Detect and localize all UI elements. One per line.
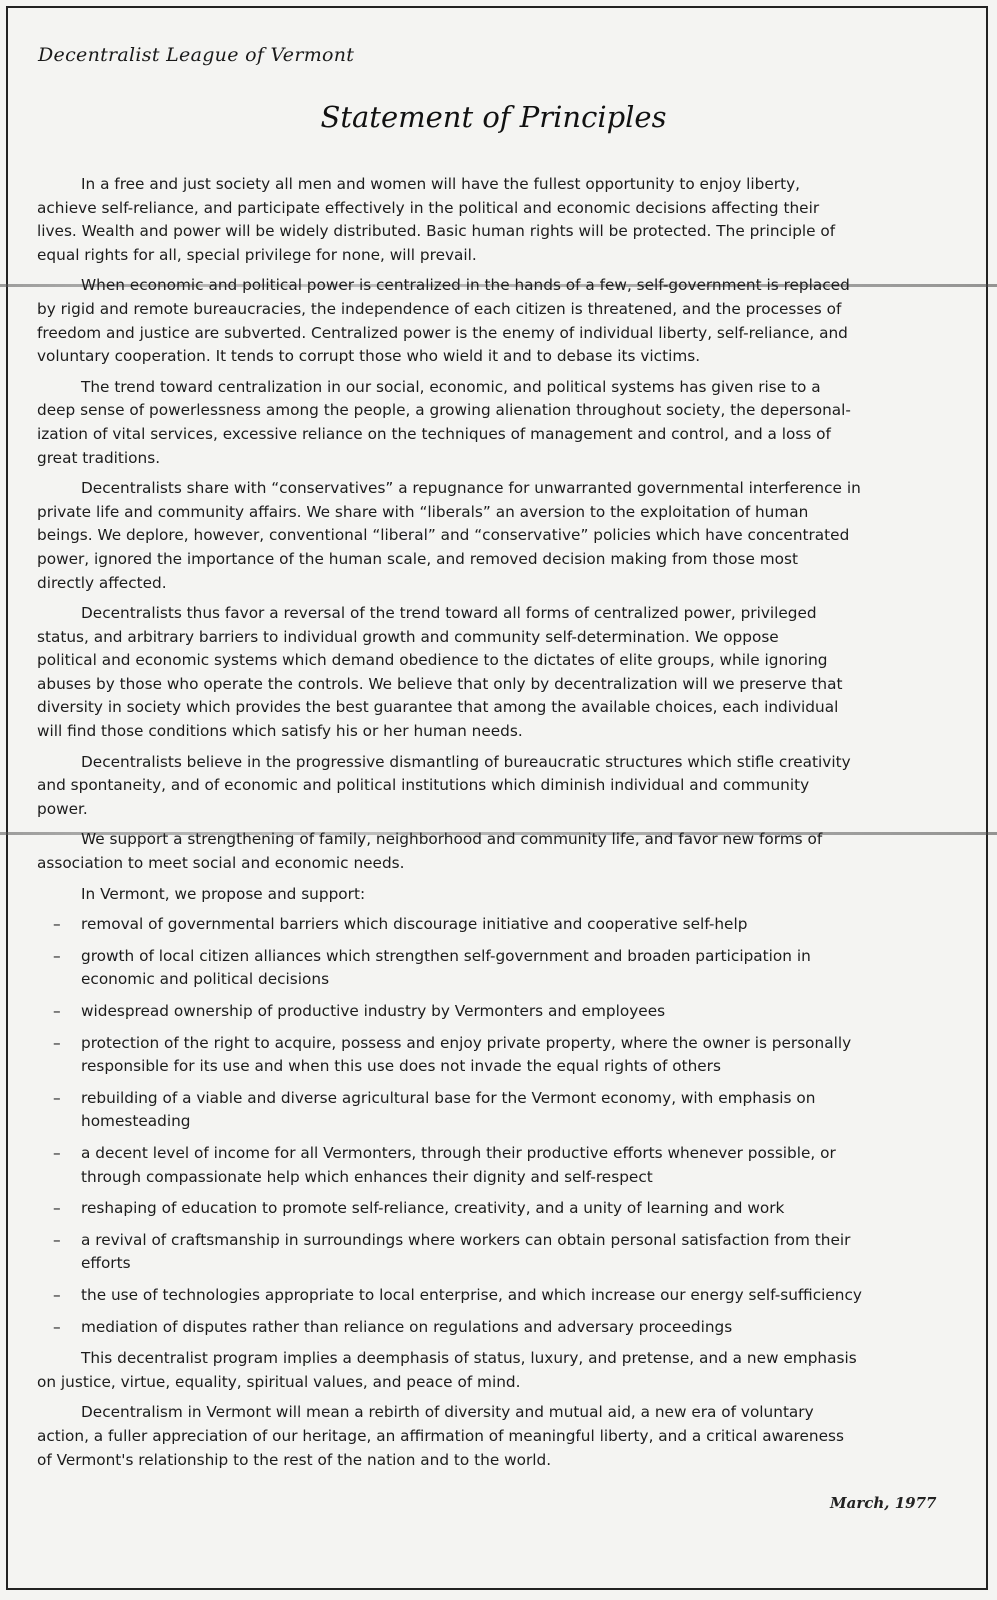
text-line: homesteading [81,1112,191,1131]
text-line: rebuilding of a viable and diverse agricultural base for the Vermont economy, with emphasis on [81,1088,816,1107]
text-line: on justice, virtue, equality, spiritual values, and peace of mind. [37,1372,521,1391]
list-dash: – [53,1033,61,1052]
text-line: power. [37,799,88,818]
text-line: a decent level of income for all Vermonters, through their productive efforts whenever possible, or [81,1143,836,1162]
text-line: freedom and justice are subverted. Centralized power is the enemy of individual liberty, self-reliance, and [37,323,848,342]
text-line: protection of the right to acquire, possess and enjoy private property, where the owner is personally [81,1033,852,1052]
list-item [37,1316,977,1340]
list-item [37,1284,977,1308]
text-line: abuses by those who operate the controls. We believe that only by decentralization will we preserve that [37,674,843,693]
document-date: March, 1977 [830,1494,937,1512]
text-line: widespread ownership of productive industry by Vermonters and employees [81,1002,666,1020]
list-item [37,1142,977,1189]
text-line: growth of local citizen alliances which strengthen self-government and broaden participation in [81,946,811,965]
text-line: efforts [81,1254,131,1273]
list-dash: – [53,1199,61,1218]
list-dash: – [53,1317,61,1336]
list-dash: – [53,1230,61,1249]
text-line: Decentralism in Vermont will mean a rebirth of diversity and mutual aid, a new era of voluntary [81,1403,814,1422]
text-line: political and economic systems which demand obedience to the dictates of elite groups, while ignoring [37,651,828,670]
list-dash: – [53,915,61,934]
list-dash: – [53,1285,61,1304]
text-line: Decentralists share with “conservatives” a repugnance for unwarranted governmental interference in [81,479,861,498]
text-line: ization of vital services, excessive reliance on the techniques of management and control, and a loss of [37,424,831,443]
text-line: private life and community affairs. We share with “liberals” an aversion to the exploitation of human [37,502,809,521]
paragraph [37,274,977,368]
text-line: In Vermont, we propose and support: [81,884,366,903]
text-line: responsible for its use and when this use does not invade the equal rights of others [81,1057,721,1076]
paragraph [37,376,977,470]
text-line: Decentralists thus favor a reversal of the trend toward all forms of centralized power, privileged [81,604,817,623]
text-line: association to meet social and economic needs. [37,854,405,873]
paragraph [37,883,977,907]
text-line: great traditions. [37,448,161,467]
list-item [37,1032,977,1079]
title-text: Statement of Principles [320,100,667,134]
list-item [37,1087,977,1134]
paragraph [37,1347,977,1394]
paragraph [37,1401,977,1472]
list-item [37,945,977,992]
text-line: directly affected. [37,573,167,592]
text-line: status, and arbitrary barriers to individual growth and community self-determination. We oppose [37,627,779,646]
text-line: reshaping of education to promote self-reliance, creativity, and a unity of learning and work [81,1199,785,1218]
text-line: This decentralist program implies a deemphasis of status, luxury, and pretense, and a new emphasis [81,1349,857,1368]
proposals-list [37,913,977,1339]
list-item [37,1000,977,1024]
list-item [37,1229,977,1276]
list-dash: – [53,1002,61,1020]
list-item [37,913,977,937]
text-line: Decentralists believe in the progressive dismantling of bureaucratic structures which stifle creativity [81,752,851,771]
text-line: equal rights for all, special privilege for none, will prevail. [37,245,477,264]
paragraph [37,828,977,875]
text-line: of Vermont's relationship to the rest of the nation and to the world. [37,1450,552,1469]
text-line: We support a strengthening of family, neighborhood and community life, and favor new forms of [81,830,823,849]
text-line: lives. Wealth and power will be widely distributed. Basic human rights will be protected. The principle of [37,222,836,241]
paragraph [37,477,977,595]
text-line: economic and political decisions [81,970,330,989]
paragraph [37,602,977,744]
text-line: voluntary cooperation. It tends to corrupt those who wield it and to debase its victims. [37,347,701,366]
document-title [0,100,997,134]
text-line: through compassionate help which enhances their dignity and self-respect [81,1167,653,1186]
list-dash: – [53,946,61,965]
paragraph [37,173,977,267]
text-line: achieve self-reliance, and participate effectively in the political and economic decisions affecting their [37,198,820,217]
text-line: power, ignored the importance of the human scale, and removed decision making from those most [37,549,798,568]
text-line: beings. We deplore, however, conventional “liberal” and “conservative” policies which have concentrated [37,526,850,545]
text-line: by rigid and remote bureaucracies, the independence of each citizen is threatened, and the processes of [37,299,842,318]
closing-paragraphs [37,1347,977,1472]
text-line: removal of governmental barriers which discourage initiative and cooperative self-help [81,915,748,934]
text-line: deep sense of powerlessness among the people, a growing alienation throughout society, the depersonal- [37,401,851,420]
text-line: When economic and political power is centralized in the hands of a few, self-government is replaced [81,276,850,295]
organization-name: Decentralist League of Vermont [38,44,355,66]
text-line: In a free and just society all men and women will have the fullest opportunity to enjoy liberty, [81,175,800,193]
text-line: mediation of disputes rather than reliance on regulations and adversary proceedings [81,1317,733,1336]
text-line: a revival of craftsmanship in surroundings where workers can obtain personal satisfaction from their [81,1230,851,1249]
text-line: and spontaneity, and of economic and political institutions which diminish individual and community [37,776,810,795]
document-body [37,173,977,1479]
list-dash: – [53,1088,61,1107]
intro-paragraphs [37,173,977,906]
text-line: action, a fuller appreciation of our heritage, an affirmation of meaningful liberty, and a critical awareness [37,1426,844,1445]
list-item [37,1197,977,1221]
text-line: will find those conditions which satisfy his or her human needs. [37,722,523,741]
paragraph [37,751,977,822]
text-line: diversity in society which provides the best guarantee that among the available choices, each individual [37,698,839,717]
list-dash: – [53,1143,61,1162]
text-line: the use of technologies appropriate to local enterprise, and which increase our energy self-sufficiency [81,1285,862,1304]
text-line: The trend toward centralization in our social, economic, and political systems has given rise to a [81,377,821,396]
